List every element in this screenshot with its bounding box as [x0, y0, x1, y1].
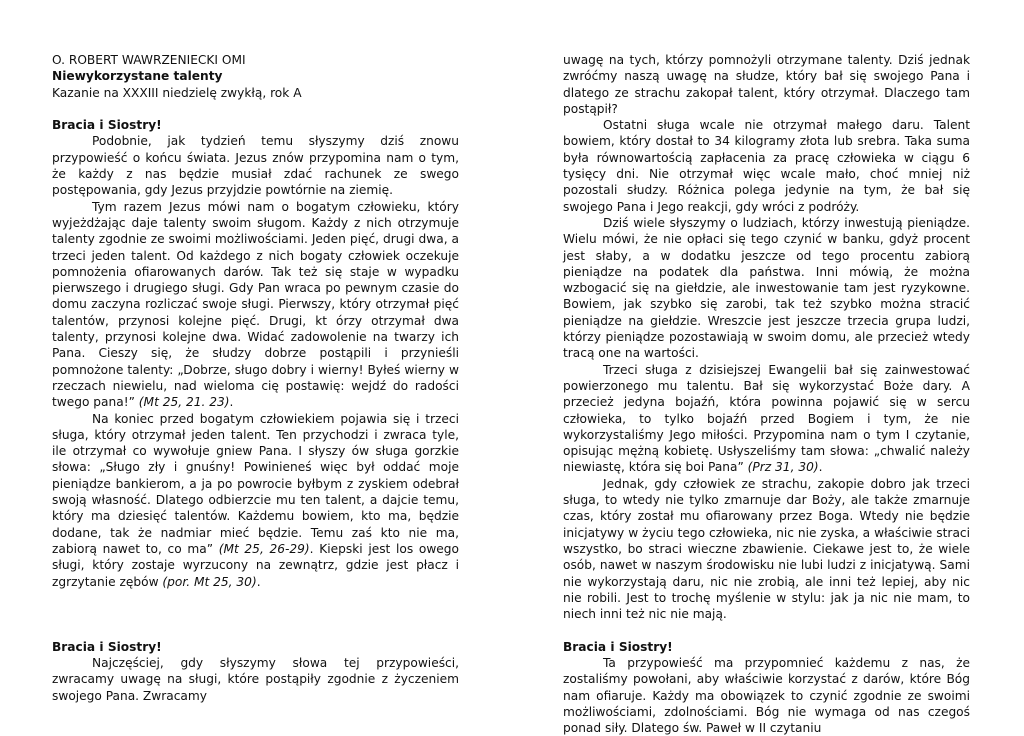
paragraph-5: uwagę na tych, którzy pomnożyli otrzymane talenty. Dziś jednak zwróćmy naszą uwagę na słudze, który bał się swojego Pana i dlatego ze strachu zakopał talent, który otrzymał. Dlaczego tam postąpił?: [563, 53, 970, 116]
paragraph-6: Ostatni sługa wcale nie otrzymał małego daru. Talent bowiem, który dostał to 34 kilogramy złota lub srebra. Taka suma była równowartością zapłacenia za pracę człowieka w ciągu 6 tysięcy dni. Nie otrzymał więc wcale mało, choć mniej niż pozostali słudzy. Różnica polega jedynie na tym, że bał się swojego Pana i Jego reakcji, gdy wróci z podróży.: [563, 118, 970, 214]
paragraph-8: Trzeci sługa z dzisiejszej Ewangelii bał się zainwestować powierzonego mu talentu. Bał się wykorzystać Boże dary. A przecież jedyna bojaźń, która powinna pojawić się w sercu człowieka, to tylko bojaźń przed Bogiem i tym, że nie wykorzystaliśmy Jego miłości. Przypomina nam o tym I czytanie, opisując mężną kobietę. Usłyszeliśmy tam słowa: „chwalić należy niewiastę, która się boi Pana” (Prz 31, 30).: [563, 362, 970, 475]
sermon-subtitle: Kazanie na XXXIII niedzielę zwykłą, rok A: [52, 85, 302, 100]
left-column: [52, 52, 459, 704]
paragraph-4: Najczęściej, gdy słyszymy słowa tej przypowieści, zwracamy uwagę na sługi, które postąpiły zgodnie z życzeniem swojego Pana. Zwracamy: [52, 655, 459, 703]
bible-reference: (Prz 31, 30): [747, 460, 819, 475]
right-column: [563, 52, 970, 736]
paragraph-7: Dziś wiele słyszymy o ludziach, którzy inwestują pieniądze. Wielu mówi, że nie opłaci się tego czynić w banku, gdyż procent jest słaby, a w dodatku jeszcze od tego procentu zabiorą pieniądze na podatek dla państwa. Inni mówią, że można wzbogacić się na giełdzie, ale inwestowanie tam jest ryzykowne. Bowiem, jak szybko się zarobi, tak też szybko można stracić pieniądze na giełdzie. Wreszcie jest jeszcze trzecia grupa ludzi, którzy pieniądze pozostawiają w swoim domu, ale przecież wtedy tracą one na wartości.: [563, 215, 970, 361]
bible-reference: (por. Mt 25, 30): [162, 574, 257, 589]
paragraph-10: Ta przypowieść ma przypomnieć każdemu z nas, że zostaliśmy powołani, aby właściwie korzystać z darów, które Bóg nam ofiaruje. Każdy ma obowiązek to czynić zgodnie ze swoimi możliwościami, zdolnościami. Bóg nie wymaga od nas czegoś ponad siły. Dlatego św. Paweł w II czytaniu: [563, 655, 970, 736]
greeting-3: Bracia i Siostry!: [563, 639, 673, 654]
paragraph-1: Podobnie, jak tydzień temu słyszymy dziś znowu przypowieść o końcu świata. Jezus znów przypomina nam o tym, że każdy z nas będzie musiał zdać rachunek ze swego postępowania, gdy Jezus przyjdzie powtórnie na ziemię.: [52, 134, 459, 198]
greeting-2: Bracia i Siostry!: [52, 639, 162, 654]
paragraph-9: Jednak, gdy człowiek ze strachu, zakopie dobro jak trzeci sługa, to wtedy nie tylko zmarnuje dar Boży, ale także zmarnuje czas, który został mu ofiarowany przez Boga. Wtedy nie będzie inicjatywy w życiu tego człowieka, nic nie zyska, a właściwie straci wszystko, bo straci wieczne zbawienie. Ciekawe jest to, że wiele osób, nawet w naszym środowisku nie lubi ludzi z inicjatywą. Sami nie wykorzystają daru, nic nie zrobią, ale inni też lepiej, aby nic nie robili. Jest to trochę myślenie w stylu: jak ja nic nie mam, to niech inni też nic nie mają.: [563, 476, 970, 622]
bible-reference: (Mt 25, 21. 23): [138, 395, 230, 410]
paragraph-3: Na koniec przed bogatym człowiekiem pojawia się i trzeci sługa, który otrzymał jeden talent. Ten przychodzi i zwraca tyle, ile otrzymał co wywołuje gniew Pana. I słyszy ów sługa gorzkie słowa: „Sługo zły i gnuśny! Powinieneś więc był oddać moje pieniądze bankierom, a ja po powrocie byłbym z zyskiem odebrał swoją własność. Dlatego odbierzcie mu ten talent, a dajcie temu, który ma dziesięć talentów. Każdemu bowiem, kto ma, będzie dodane, tak że nadmiar mieć będzie. Temu zaś kto nie ma, zabiorą nawet to, co ma” (Mt 25, 26-29). Kiepski jest los owego sługi, który zostaje wyrzucony na zewnątrz, gdzie jest płacz i zgrzytanie zębów (por. Mt 25, 30).: [52, 411, 459, 589]
greeting-1: Bracia i Siostry!: [52, 118, 162, 133]
paragraph-2: Tym razem Jezus mówi nam o bogatym człowieku, który wyjeżdżając daje talenty swoim sługom. Każdy z nich otrzymuje talenty zgodnie ze swoimi możliwościami. Jeden pięć, drugi dwa, a trzeci jeden talent. Od każdego z nich bogaty człowiek oczekuje pomnożenia ofiarowanych darów. Tak też się staje w wypadku pierwszego i drugiego sługi. Gdy Pan wraca po pewnym czasie do domu zaczyna rozliczać swoje sługi. Pierwszy, który otrzymał pięć talentów, przynosi kolejne pięć. Drugi, kt órzy otrzymał dwa talenty, przynosi kolejne dwa. Widać zadowolenie na twarzy ich Pana. Cieszy się, że słudzy dobrze postąpili i przynieśli pomnożone talenty: „Dobrze, sługo dobry i wierny! Byłeś wierny w rzeczach niewielu, nad wieloma cię postawię: wejdź do radości twego pana!” (Mt 25, 21. 23).: [52, 199, 459, 410]
bible-reference: (Mt 25, 26-29): [218, 541, 310, 556]
author: O. ROBERT WAWRZENIECKI OMI: [52, 53, 246, 67]
sermon-title: Niewykorzystane talenty: [52, 69, 223, 84]
